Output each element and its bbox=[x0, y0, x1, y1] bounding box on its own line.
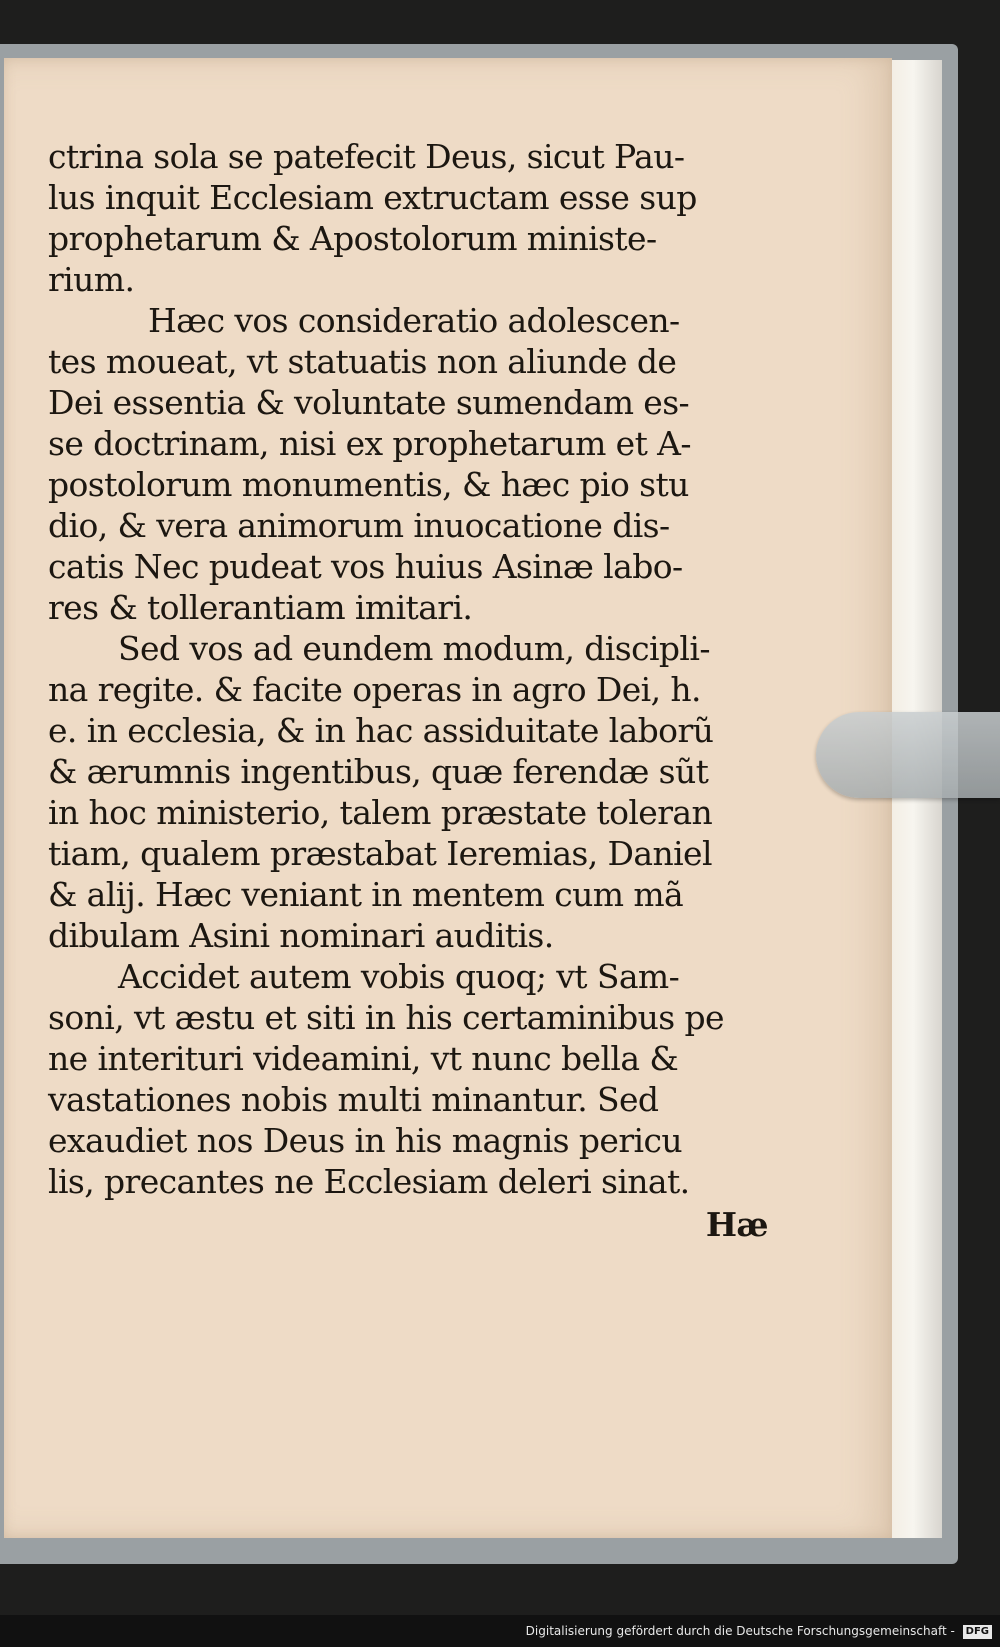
text-line: & ærumnis ingentibus, quæ ferendæ sũt bbox=[48, 752, 709, 791]
text-line: lis, precantes ne Ecclesiam deleri sinat. bbox=[48, 1162, 690, 1201]
text-line: lus inquit Ecclesiam extructam esse sup bbox=[48, 178, 697, 217]
text-line: e. in ecclesia, & in hac assiduitate laborũ bbox=[48, 711, 714, 750]
text-line: & alij. Hæc veniant in mentem cum mã bbox=[48, 875, 684, 914]
footer-credit: Digitalisierung gefördert durch die Deutsche Forschungsgemeinschaft - bbox=[525, 1624, 955, 1638]
text-line: soni, vt æstu et siti in his certaminibus pe bbox=[48, 998, 724, 1037]
text-line: Accidet autem vobis quoq; vt Sam- bbox=[118, 957, 680, 996]
text-line: catis Nec pudeat vos huius Asinæ labo- bbox=[48, 547, 683, 586]
text-line: Dei essentia & voluntate sumendam es- bbox=[48, 383, 690, 422]
page-text bbox=[48, 136, 768, 1245]
text-line: ne interituri videamini, vt nunc bella & bbox=[48, 1039, 679, 1078]
text-line: res & tollerantiam imitari. bbox=[48, 588, 473, 627]
text-line: prophetarum & Apostolorum ministe- bbox=[48, 219, 657, 258]
text-line: Sed vos ad eundem modum, discipli- bbox=[118, 629, 710, 668]
catchword: Hæ bbox=[705, 1205, 768, 1244]
text-line: exaudiet nos Deus in his magnis pericu bbox=[48, 1121, 683, 1160]
text-line: ctrina sola se patefecit Deus, sicut Pau- bbox=[48, 137, 685, 176]
text-line: tiam, qualem præstabat Ieremias, Daniel bbox=[48, 834, 712, 873]
text-line: postolorum monumentis, & hæc pio stu bbox=[48, 465, 689, 504]
text-line: na regite. & facite operas in agro Dei, h. bbox=[48, 670, 701, 709]
page-clip bbox=[816, 712, 1000, 798]
text-line: Hæc vos consideratio adolescen- bbox=[148, 301, 680, 340]
text-line: tes moueat, vt statuatis non aliunde de bbox=[48, 342, 677, 381]
text-line: se doctrinam, nisi ex prophetarum et A- bbox=[48, 424, 691, 463]
text-line: in hoc ministerio, talem præstate toleran bbox=[48, 793, 713, 832]
text-line: vastationes nobis multi minantur. Sed bbox=[48, 1080, 659, 1119]
text-line: dibulam Asini nominari auditis. bbox=[48, 916, 554, 955]
text-line: rium. bbox=[48, 260, 135, 299]
dfg-logo: DFG bbox=[963, 1625, 992, 1639]
footer-bar bbox=[0, 1615, 1000, 1647]
text-line: dio, & vera animorum inuocatione dis- bbox=[48, 506, 670, 545]
